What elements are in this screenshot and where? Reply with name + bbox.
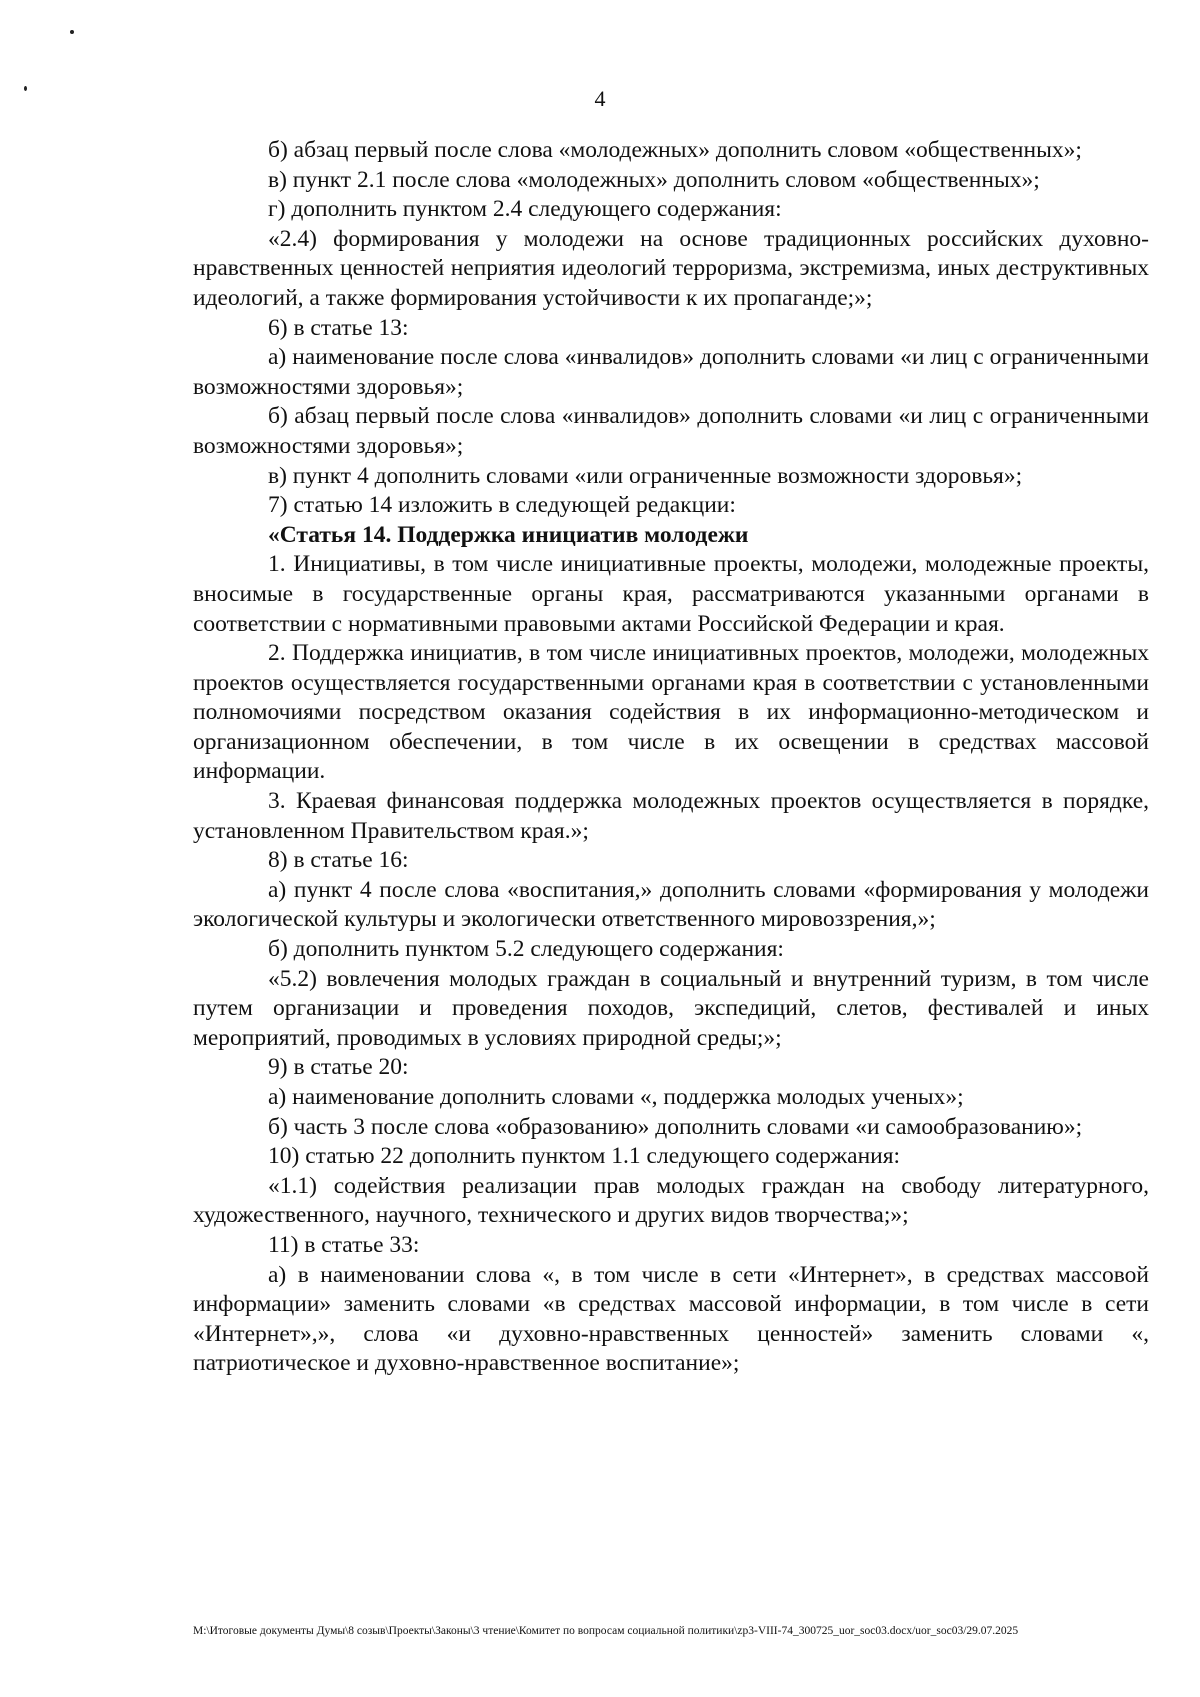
paragraph: б) абзац первый после слова «инвалидов» дополнить словами «и лиц с ограниченными возможностями здоровья»; bbox=[193, 403, 1149, 459]
paragraph: 11) в статье 33: bbox=[268, 1231, 420, 1258]
paragraph: 3. Краевая финансовая поддержка молодежных проектов осуществляется в порядке, установленном Правительством края.»; bbox=[193, 788, 1149, 844]
page-number: 4 bbox=[594, 86, 606, 111]
paragraph: а) в наименовании слова «, в том числе в сети «Интернет», в средствах массовой информации» заменить словами «в средствах массовой информации, в том числе в сети «Интернет»,», слова «и духовно-нравственных ценностей» заменить словами «, патриотическое и духовно-нравственное воспитание»; bbox=[193, 1261, 1149, 1377]
paragraph: 6) в статье 13: bbox=[268, 314, 409, 341]
paragraph: в) пункт 4 дополнить словами «или ограниченные возможности здоровья»; bbox=[268, 462, 1023, 489]
paragraph: а) наименование дополнить словами «, поддержка молодых ученых»; bbox=[268, 1084, 964, 1110]
paragraph: «1.1) содействия реализации прав молодых граждан на свободу литературного, художественного, научного, технического и других видов творчества;»; bbox=[193, 1172, 1149, 1229]
paragraph: «2.4) формирования у молодежи на основе традиционных российских духовно-нравственных ценностей неприятия идеологий терроризма, экстремизма, иных деструктивных идеологий, а также формирования устойчивости к их пропаганде;»; bbox=[193, 225, 1149, 311]
article-heading: «Статья 14. Поддержка инициатив молодежи bbox=[268, 521, 749, 548]
paragraph: 7) статью 14 изложить в следующей редакции: bbox=[268, 492, 736, 519]
paragraph: «5.2) вовлечения молодых граждан в социальный и внутренний туризм, в том числе путем организации и проведения походов, экспедиций, слетов, фестивалей и иных мероприятий, проводимых в условиях природной среды;»; bbox=[193, 965, 1149, 1051]
paragraph: а) наименование после слова «инвалидов» дополнить словами «и лиц с ограниченными возможностями здоровья»; bbox=[193, 344, 1149, 400]
paragraph: а) пункт 4 после слова «воспитания,» дополнить словами «формирования у молодежи экологической культуры и экологически ответственного мировоззрения,»; bbox=[193, 876, 1149, 933]
paragraph: 10) статью 22 дополнить пунктом 1.1 следующего содержания: bbox=[268, 1143, 901, 1170]
paragraph: 9) в статье 20: bbox=[268, 1054, 409, 1081]
paragraph: 2. Поддержка инициатив, в том числе инициативных проектов, молодежи, молодежных проектов осуществляется государственными органами края в соответствии с установленными полномочиями посредством оказания содействия в их информационно-методическом и организационном обеспечении, в том числе в их освещении в средствах массовой информации. bbox=[193, 640, 1149, 785]
paragraph: б) абзац первый после слова «молодежных» дополнить словом «общественных»; bbox=[268, 137, 1082, 163]
paragraph: 1. Инициативы, в том числе инициативные проекты, молодежи, молодежные проекты, вносимые в государственные органы края, рассматриваются указанными органами в соответствии с нормативными правовыми актами Российской Федерации и края. bbox=[193, 551, 1149, 637]
paragraph: 8) в статье 16: bbox=[268, 847, 409, 874]
paragraph: б) часть 3 после слова «образованию» дополнить словами «и самообразованию»; bbox=[268, 1113, 1083, 1140]
paragraph: б) дополнить пунктом 5.2 следующего содержания: bbox=[268, 936, 784, 963]
scan-speck bbox=[70, 30, 74, 34]
paragraph: в) пункт 2.1 после слова «молодежных» дополнить словом «общественных»; bbox=[268, 166, 1040, 193]
document-body bbox=[193, 136, 1149, 1379]
paragraph: г) дополнить пунктом 2.4 следующего содержания: bbox=[268, 196, 782, 223]
file-path-footer: M:\Итоговые документы Думы\8 созыв\Проекты\Законы\3 чтение\Комитет по вопросам социальной политики\zp3-VIII-74_300725_uor_soc03.docx/uor_soc03/29.07.2025 bbox=[193, 1625, 1019, 1637]
